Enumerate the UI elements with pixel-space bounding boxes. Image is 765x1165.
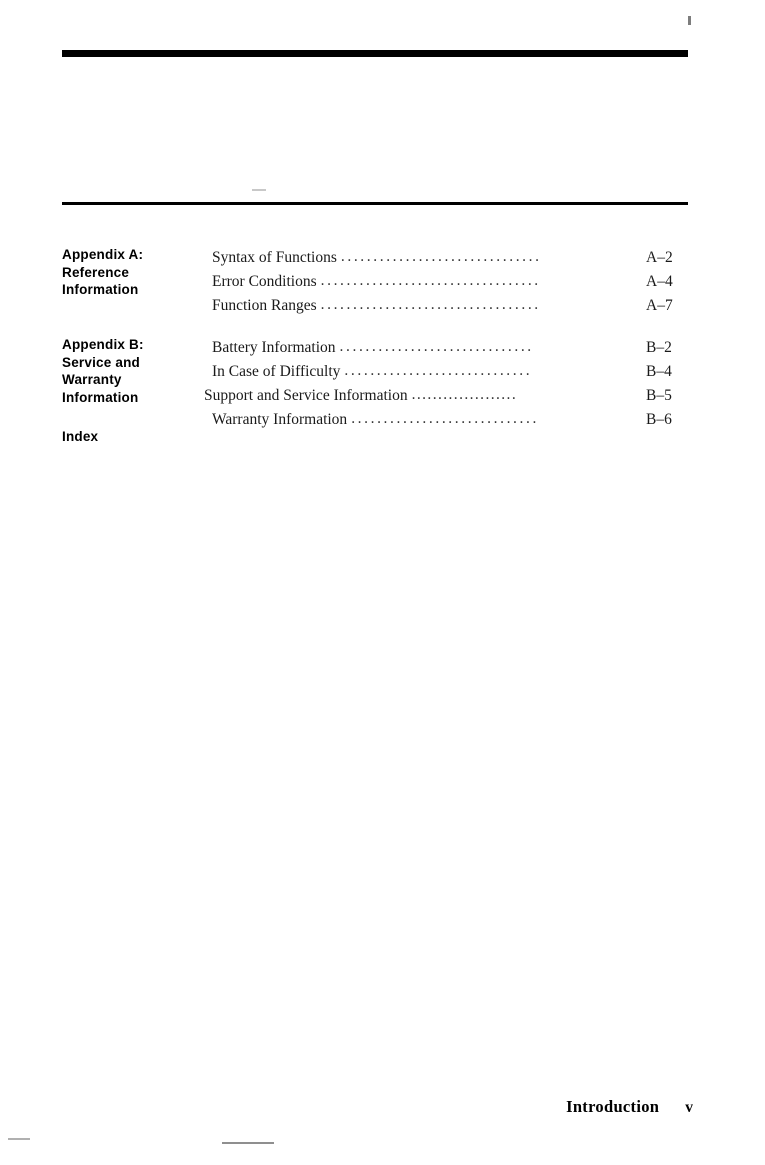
- footer-page-number: v: [685, 1099, 693, 1116]
- toc-entry-page: A–7: [646, 297, 673, 314]
- toc-entry-leader: ..................................: [320, 296, 541, 313]
- toc-entry-title: In Case of Difficulty: [212, 363, 341, 380]
- toc-group-label: Appendix A: Reference Information: [62, 247, 144, 297]
- toc-entry[interactable]: [212, 270, 690, 294]
- toc-entry-title: Syntax of Functions: [212, 249, 337, 266]
- table-of-contents: [0, 246, 765, 446]
- toc-entry[interactable]: [212, 408, 690, 432]
- toc-index-entry[interactable]: Index: [62, 429, 99, 444]
- toc-group-appendix-a: [0, 246, 765, 318]
- scan-artifact-top: [688, 16, 691, 25]
- toc-entry-leader: .............................: [351, 410, 539, 427]
- toc-entry-title: Support and Service Information: [204, 387, 408, 404]
- section-rule: [62, 202, 688, 205]
- toc-entry-list: [212, 246, 690, 318]
- toc-entry-list: [204, 336, 690, 432]
- toc-entry-leader: ..................................: [320, 272, 541, 289]
- toc-entry-title: Warranty Information: [212, 411, 348, 428]
- scan-artifact-bottom-left: [8, 1138, 30, 1140]
- toc-entry[interactable]: [212, 246, 690, 270]
- toc-entry-page: B–4: [646, 363, 672, 380]
- scan-artifact-middle: [252, 189, 266, 191]
- toc-entry-leader: ..............................: [339, 338, 534, 355]
- toc-entry-page: B–2: [646, 339, 672, 356]
- page-footer: [566, 1097, 693, 1117]
- toc-entry[interactable]: [212, 360, 690, 384]
- toc-entry-title: Battery Information: [212, 339, 336, 356]
- toc-entry-leader: ...............................: [340, 248, 542, 265]
- toc-entry-page: A–4: [646, 273, 673, 290]
- toc-entry[interactable]: [212, 294, 690, 318]
- toc-entry-leader: ....................: [411, 386, 518, 403]
- toc-entry-page: B–6: [646, 411, 672, 428]
- toc-group-appendix-b: [0, 336, 765, 432]
- toc-entry[interactable]: [204, 384, 690, 408]
- scan-artifact-bottom-middle: [222, 1142, 274, 1144]
- toc-entry[interactable]: [212, 336, 690, 360]
- toc-entry-page: A–2: [646, 249, 673, 266]
- footer-section-title: Introduction: [566, 1097, 660, 1116]
- toc-entry-title: Error Conditions: [212, 273, 317, 290]
- toc-entry-leader: .............................: [344, 362, 533, 379]
- top-rule: [62, 50, 688, 57]
- toc-entry-title: Function Ranges: [212, 297, 317, 314]
- toc-entry-page: B–5: [646, 387, 672, 404]
- toc-group-label: Appendix B: Service and Warranty Information: [62, 337, 144, 405]
